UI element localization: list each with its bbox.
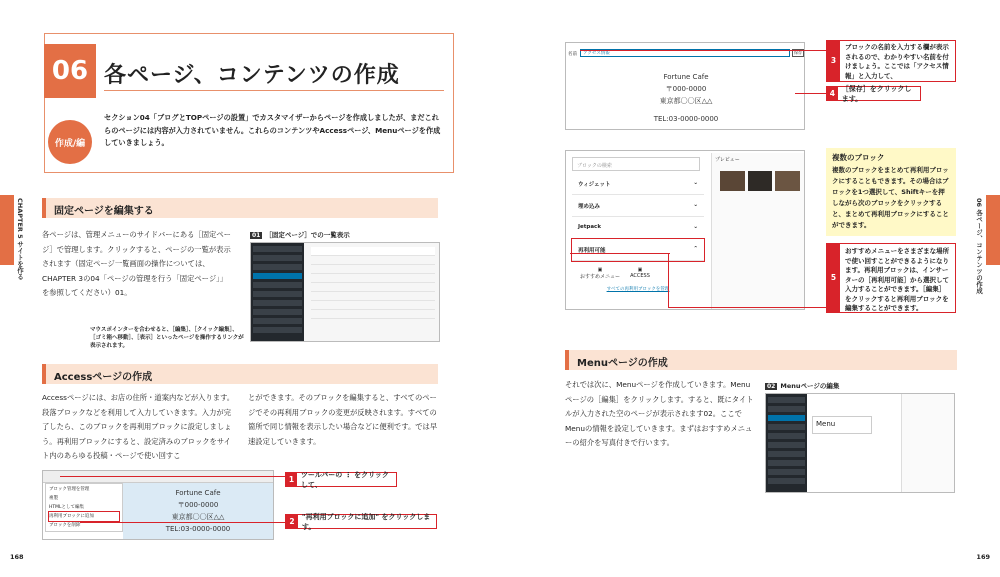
manage-reusable-link[interactable]: すべての再利用ブロックを管理 <box>606 287 670 292</box>
save-button[interactable]: 保存 <box>794 50 802 55</box>
shot-line-address: 東京都〇〇区△△ <box>171 513 225 521</box>
callout-line-2 <box>80 522 285 523</box>
section-heading-access: Accessページの作成 <box>42 364 438 384</box>
callout-line-3 <box>580 50 826 51</box>
side-label: CHAPTER 5 サイトを作る <box>16 198 24 280</box>
shot-line-tel: TEL:03-0000-0000 <box>653 115 719 123</box>
name-label: 名前 <box>568 52 577 57</box>
section1-body: 各ページは、管理メニューのサイドバーにある［固定ページ］で管理します。クリックすると、ページの一覧が表示されます（固定ページ一覧画面の操作については、CHAPTER 3の04「ページの管理を行う「固定ページ」」を参照してください）01。 <box>42 230 231 297</box>
step3-text: ブロックの名前を入力する欄が表示されるので、わかりやすい名前を付けましょう。ここでは「アクセス情報」と入力して、 <box>845 43 949 80</box>
preview-images <box>720 171 800 191</box>
preview-pane <box>711 153 804 309</box>
lead-text: セクション04「ブログとTOPページの設置」でカスタマイザーからページを作成しましたが、まだこれらのページには内容が入力されていません。これらのコンテンツやAccessページ、Menuページを作成していきましょう。 <box>104 113 441 147</box>
shot-line-tel: TEL:03-0000-0000 <box>165 525 231 533</box>
name-input[interactable]: アクセス情報 <box>580 49 790 57</box>
shot-line-zip: 〒000-0000 <box>177 501 219 509</box>
tip-box <box>826 148 956 236</box>
menu-item-add-reusable[interactable]: 再利用ブロックに追加 <box>49 512 119 521</box>
name-reusable-screenshot <box>565 42 805 130</box>
chapter-title: 各ページ、コンテンツの作成 <box>104 63 400 88</box>
reusable-items <box>572 261 704 286</box>
fig01-note: マウスポインターを合わせると、［編集］、［クイック編集］、［ゴミ箱へ移動］、［表示］といったページを操作するリンクが表示されます。 <box>90 327 244 349</box>
shot-line-name: Fortune Cafe <box>663 73 709 81</box>
menu-item[interactable]: ブロックを削除 <box>49 523 81 528</box>
page-number-right: 169 <box>976 553 990 561</box>
callout-line-5v <box>668 253 669 308</box>
shot-line-address: 東京都〇〇区△△ <box>659 97 713 105</box>
section-heading-fixed-pages: 固定ページを編集する <box>42 198 438 218</box>
section2-body-col2: とができます。そのブロックを編集すると、すべてのページでその再利用ブロックの変更が反映されます。すべての箇所で同じ情報を表示したい場合などに便利です。では早速設定していきます。 <box>248 393 438 446</box>
reusable-block-content <box>626 71 746 125</box>
callout-step-5: 5 おすすめメニューをさまざまな場所で使い回すことができるようになります。再利用ブロックは、インサーターの［再利用可能］から選択して入力することができます。［編集］をクリックすると再利用ブロックを編集することができます。 <box>826 243 956 313</box>
access-block-content <box>138 487 258 535</box>
section-heading-menu: Menuページの作成 <box>565 350 957 370</box>
category-reusable[interactable]: 再利用可能 ⌃ <box>572 239 704 261</box>
page-number-left: 168 <box>10 553 24 561</box>
tip-text: 複数のブロックをまとめて再利用ブロックにすることもできます。その場合はブロックを1つ選択して、Shiftキーを押しながら次のブロックをクリックすると、まとめて再利用ブロックにすることができます。 <box>832 166 949 229</box>
chapter-header-box <box>44 33 454 173</box>
fig01-caption <box>250 230 350 239</box>
chapter-divider <box>104 90 444 91</box>
access-editor-screenshot <box>42 470 274 540</box>
lead-badge: 作成/編 <box>48 120 92 164</box>
callout-step-3: 3 ブロックの名前を入力する欄が表示されるので、わかりやすい名前を付けましょう。ここでは「アクセス情報」と入力して、 <box>826 40 956 82</box>
menu-item[interactable]: HTMLとして編集 <box>49 505 85 510</box>
callout-line-5 <box>570 253 670 254</box>
callout-step-2: 2 "再利用ブロックに追加" をクリックします。 <box>285 514 437 529</box>
shot-line-zip: 〒000-0000 <box>665 85 707 93</box>
fig02-caption <box>765 381 839 390</box>
step5-text: おすすめメニューをさまざまな場所で使い回すことができるようになります。再利用ブロックは、インサーターの［再利用可能］から選択して入力することができます。［編集］をクリックすると再利用ブロックを編集することができます。 <box>845 247 950 312</box>
fig02-number: 02 <box>767 383 776 390</box>
fig02-caption-text: Menuページの編集 <box>780 382 840 390</box>
wp-admin-sidebar <box>766 394 807 492</box>
page-list <box>307 247 439 319</box>
block-options-menu <box>45 483 123 532</box>
block-search-input[interactable]: ブロックの検索 <box>572 157 700 171</box>
step2-text: "再利用ブロックに追加" をクリックします。 <box>301 512 431 531</box>
fig01-screenshot <box>250 242 440 342</box>
preview-label: プレビュー <box>715 157 740 163</box>
menu-item[interactable]: 複製 <box>49 496 58 501</box>
callout-line-5h <box>668 307 826 308</box>
section3-body: それでは次に、Menuページを作成していきます。Menuページの［編集］をクリックします。すると、既にタイトルが入力された空のページが表示されます02。ここでMenuの情報を設定していきます。まずはおすすめメニューの紹介を写真付きで行います。 <box>565 380 754 447</box>
menu-item[interactable]: ブロック管理を管理 <box>49 487 90 492</box>
side-tab <box>0 195 14 265</box>
category-widgets[interactable]: ウィジェット ⌄ <box>572 173 704 195</box>
block-category-list <box>572 173 704 292</box>
fig02-screenshot <box>765 393 955 493</box>
menu-page-title[interactable]: Menu <box>812 416 872 434</box>
wp-admin-sidebar <box>251 243 304 341</box>
step1-text: ツールバーの ⋮ をクリックして、 <box>300 470 389 489</box>
category-jetpack[interactable]: Jetpack ⌄ <box>572 217 704 239</box>
callout-line-4 <box>795 93 826 94</box>
shot-line-name: Fortune Cafe <box>175 489 221 497</box>
tip-title: 複数のブロック <box>832 153 885 162</box>
side-label: 06 各ページ、コンテンツの作成 <box>975 198 983 294</box>
reusable-item-access[interactable]: ▣ ACCESS <box>630 267 650 279</box>
callout-step-4: 4 ［保存］をクリックします。 <box>826 86 921 101</box>
callout-step-1: 1 ツールバーの ⋮ をクリックして、 <box>285 472 397 487</box>
section2-body-col1: Accessページには、お店の住所・道案内などが入ります。段落ブロックなどを利用して入力していきます。入力が完了したら、このブロックを再利用ブロックに設定しましょう。再利用ブロックにすると、設定済みのブロックをサイト内のあらゆる投稿・ページで使い回すこ <box>42 393 235 460</box>
callout-line-1 <box>60 476 285 477</box>
fig01-number: 01 <box>252 232 261 239</box>
editor-settings-panel <box>901 394 954 492</box>
step4-text: ［保存］をクリックします。 <box>841 84 912 103</box>
chapter-number: 06 <box>44 44 96 98</box>
reusable-item-menu[interactable]: ▣ おすすめメニュー <box>580 267 621 280</box>
fig01-caption-text: ［固定ページ］での一覧表示 <box>265 231 350 239</box>
block-inserter-screenshot <box>565 150 805 310</box>
block-toolbar <box>43 471 273 483</box>
category-embeds[interactable]: 埋め込み ⌄ <box>572 195 704 217</box>
side-tab <box>986 195 1000 265</box>
